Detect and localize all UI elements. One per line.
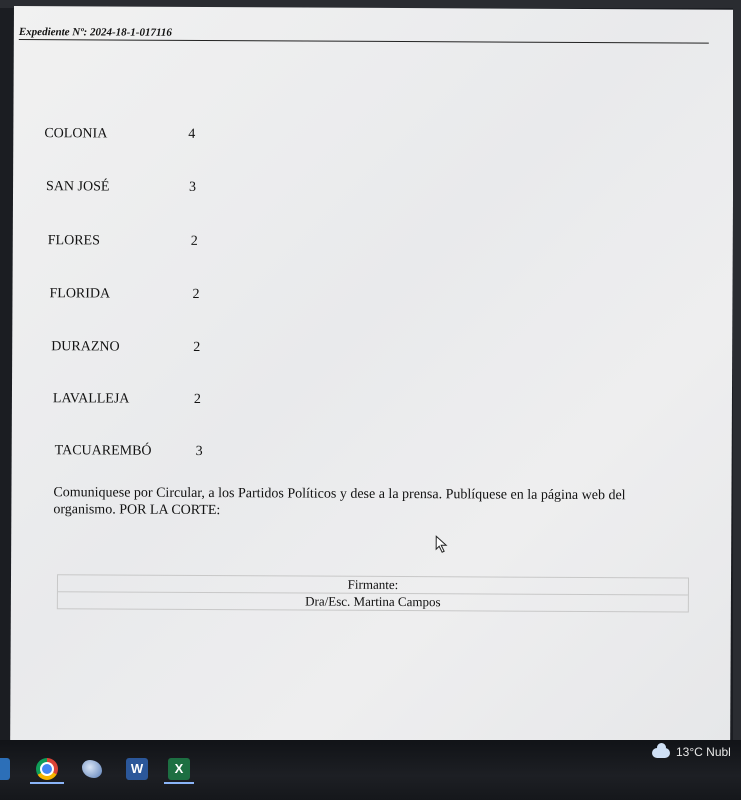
excel-icon[interactable]: X (168, 758, 190, 780)
signer-label: Firmante: (347, 576, 399, 593)
edge-icon[interactable] (0, 758, 10, 780)
department-count: 3 (189, 179, 197, 195)
signature-table (57, 574, 689, 612)
word-icon[interactable]: W (126, 758, 148, 780)
document-page (10, 6, 734, 744)
department-name: COLONIA (44, 126, 108, 142)
department-name: TACUAREMBÓ (54, 443, 152, 459)
department-name: SAN JOSÉ (46, 179, 110, 195)
paragraph-line: organismo. POR LA CORTE: (53, 502, 221, 519)
department-name: FLORIDA (49, 286, 111, 302)
cloud-icon (652, 748, 670, 758)
department-name: FLORES (47, 233, 100, 249)
department-count: 4 (188, 126, 196, 142)
signer-name: Dra/Esc. Martina Campos (58, 591, 688, 611)
department-name: LAVALLEJA (52, 391, 130, 407)
department-name: DURAZNO (51, 339, 120, 355)
taskbar (0, 740, 741, 800)
department-count: 2 (193, 339, 201, 355)
paragraph-line: Comuniquese por Circular, a los Partidos Políticos y dese a la prensa. Publíquese en la página web del (53, 485, 626, 504)
department-count: 2 (190, 233, 198, 249)
weather-widget[interactable] (652, 745, 731, 759)
weather-text: 13°C Nubl (676, 745, 731, 759)
department-count: 3 (195, 443, 203, 459)
app-icon[interactable] (82, 760, 102, 778)
active-app-indicator (164, 782, 194, 784)
mouse-cursor-icon (435, 535, 449, 553)
closing-paragraph (53, 484, 653, 521)
monitor-right-bezel (733, 0, 741, 745)
department-count: 2 (192, 286, 200, 302)
case-number-header: Expediente Nº: 2024-18-1-017116 (19, 26, 709, 44)
department-count: 2 (193, 391, 201, 407)
active-app-indicator (30, 782, 64, 784)
chrome-icon[interactable] (36, 758, 58, 780)
